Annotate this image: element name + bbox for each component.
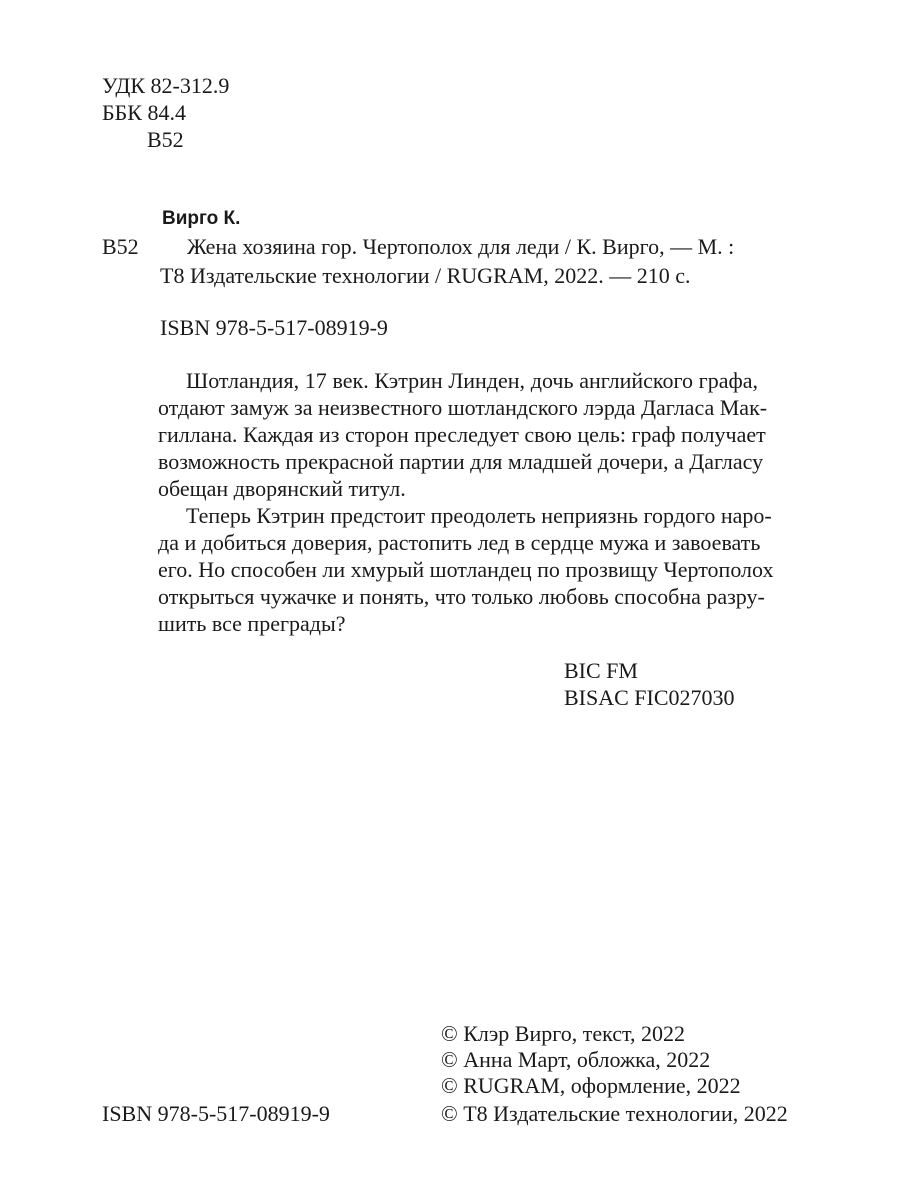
copyright-text: © Клэр Вирго, текст, 2022 <box>441 1021 685 1046</box>
annotation-line: гиллана. Каждая из сторон преследует свою цель: граф получает <box>158 422 766 447</box>
annotation-line: его. Но способен ли хмурый шотландец по прозвищу Чертополох <box>158 557 774 582</box>
annotation-line: Теперь Кэтрин предстоит преодолеть неприязнь гордого наро- <box>186 503 772 528</box>
annotation-paragraph-2 <box>158 502 774 637</box>
annotation-line: обещан дворянский титул. <box>158 476 406 501</box>
annotation-line: Шотландия, 17 век. Кэтрин Линден, дочь английского графа, <box>186 368 758 393</box>
annotation-line: открыться чужачке и понять, что только любовь способна разру- <box>158 584 765 609</box>
bisac-code: BISAC FIC027030 <box>564 685 735 710</box>
udk-code: УДК 82-312.9 <box>102 73 230 98</box>
copyright-cover: © Анна Март, обложка, 2022 <box>441 1047 711 1072</box>
annotation-line: да и добиться доверия, растопить лед в сердце мужа и завоевать <box>158 530 761 555</box>
bic-code: BIC FM <box>564 658 638 683</box>
copyright-publisher: © Т8 Издательские технологии, 2022 <box>441 1101 788 1126</box>
record-author-mark: В52 <box>102 234 139 259</box>
title-line-1: Жена хозяина гор. Чертополох для леди / К. Вирго, — М. : <box>187 234 735 259</box>
title-line-2: Т8 Издательские технологии / RUGRAM, 2022. — 210 с. <box>160 263 691 288</box>
author-mark: В52 <box>147 127 184 152</box>
annotation-line: возможность прекрасной партии для младшей дочери, а Дагласу <box>158 449 764 474</box>
bbk-code: ББК 84.4 <box>102 100 186 125</box>
record-isbn: ISBN 978-5-517-08919-9 <box>160 315 388 340</box>
footer-isbn: ISBN 978-5-517-08919-9 <box>102 1101 330 1126</box>
author-name: Вирго К. <box>162 208 241 229</box>
annotation-line: шить все преграды? <box>158 611 346 636</box>
annotation-paragraph-1 <box>158 367 768 502</box>
annotation-line: отдают замуж за неизвестного шотландского лэрда Дагласа Мак- <box>158 395 768 420</box>
copyright-design: © RUGRAM, оформление, 2022 <box>441 1073 741 1098</box>
